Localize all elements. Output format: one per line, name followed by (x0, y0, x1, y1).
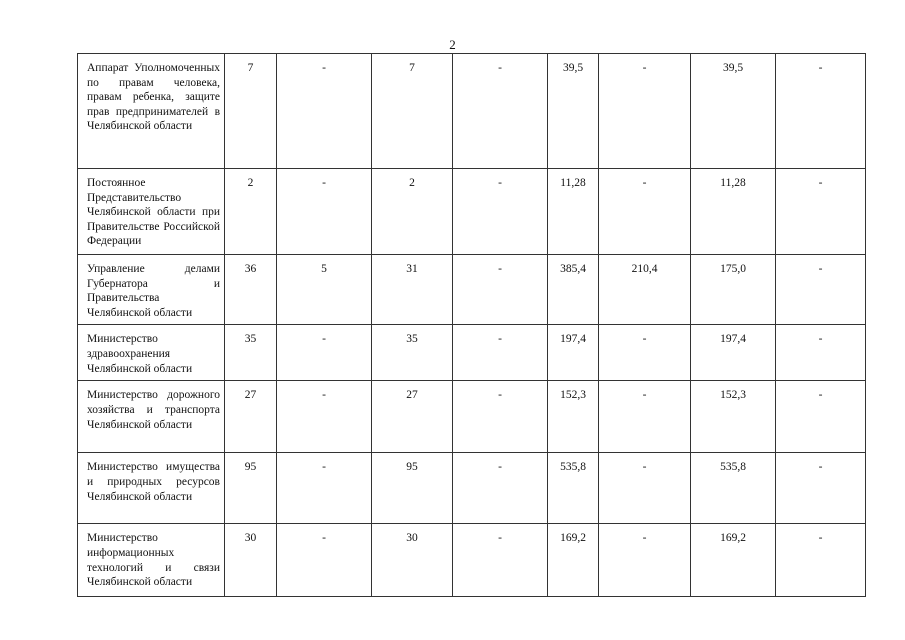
table-cell: - (453, 381, 548, 453)
table-cell: 35 (372, 325, 453, 381)
table-cell: - (599, 325, 691, 381)
table-cell: - (776, 524, 866, 597)
organization-name: Аппарат Уполномоченных по правам человека, правам ребенка, защите прав предпринимателей в Челябинской области (78, 54, 225, 169)
table-cell: 385,4 (548, 255, 599, 325)
table-cell: 197,4 (548, 325, 599, 381)
table-cell: 535,8 (548, 453, 599, 524)
table-cell: - (599, 169, 691, 255)
table-cell: - (776, 381, 866, 453)
table-cell: - (776, 169, 866, 255)
table-cell: 31 (372, 255, 453, 325)
table-cell: - (599, 453, 691, 524)
table-cell: 7 (225, 54, 277, 169)
table-cell: - (277, 169, 372, 255)
table-cell: 535,8 (691, 453, 776, 524)
table-cell: - (277, 381, 372, 453)
table-cell: - (599, 54, 691, 169)
table-cell: 95 (225, 453, 277, 524)
budget-table (77, 53, 866, 597)
table-cell: - (277, 524, 372, 597)
table-cell: - (776, 255, 866, 325)
table-cell: 152,3 (548, 381, 599, 453)
table-row (78, 54, 866, 169)
table-cell: 2 (225, 169, 277, 255)
table-cell: - (453, 54, 548, 169)
table-row (78, 381, 866, 453)
table-cell: 39,5 (691, 54, 776, 169)
table-cell: 30 (225, 524, 277, 597)
organization-name: Постоянное Представительство Челябинской области при Правительстве Российской Федерации (78, 169, 225, 255)
table-cell: - (776, 325, 866, 381)
table-cell: - (599, 524, 691, 597)
table-cell: - (453, 453, 548, 524)
table-cell: 197,4 (691, 325, 776, 381)
table-row (78, 524, 866, 597)
table-cell: 27 (372, 381, 453, 453)
table-cell: 30 (372, 524, 453, 597)
organization-name: Министерство здравоохранения Челябинской области (78, 325, 225, 381)
table-cell: 7 (372, 54, 453, 169)
table-cell: - (599, 381, 691, 453)
table-cell: 36 (225, 255, 277, 325)
table-row (78, 169, 866, 255)
table-cell: 27 (225, 381, 277, 453)
table-cell: - (776, 453, 866, 524)
table-row (78, 453, 866, 524)
table-cell: - (453, 524, 548, 597)
table-row (78, 255, 866, 325)
table-row (78, 325, 866, 381)
table-cell: 5 (277, 255, 372, 325)
organization-name: Управление делами Губернатора и Правительства Челябинской области (78, 255, 225, 325)
page-number: 2 (449, 37, 456, 52)
table-cell: 11,28 (548, 169, 599, 255)
table-cell: 210,4 (599, 255, 691, 325)
table-cell: 39,5 (548, 54, 599, 169)
organization-name: Министерство имущества и природных ресурсов Челябинской области (78, 453, 225, 524)
table-cell: - (277, 54, 372, 169)
table-cell: - (453, 255, 548, 325)
table-cell: 95 (372, 453, 453, 524)
organization-name: Министерство дорожного хозяйства и транспорта Челябинской области (78, 381, 225, 453)
table-cell: 152,3 (691, 381, 776, 453)
table-cell: - (277, 325, 372, 381)
table-cell: 169,2 (548, 524, 599, 597)
table-cell: 35 (225, 325, 277, 381)
table-cell: - (453, 325, 548, 381)
table-cell: 2 (372, 169, 453, 255)
table-cell: - (277, 453, 372, 524)
table-cell: 169,2 (691, 524, 776, 597)
table-cell: - (453, 169, 548, 255)
table-cell: 11,28 (691, 169, 776, 255)
table-cell: 175,0 (691, 255, 776, 325)
organization-name: Министерство информационных технологий и связи Челябинской области (78, 524, 225, 597)
table-cell: - (776, 54, 866, 169)
